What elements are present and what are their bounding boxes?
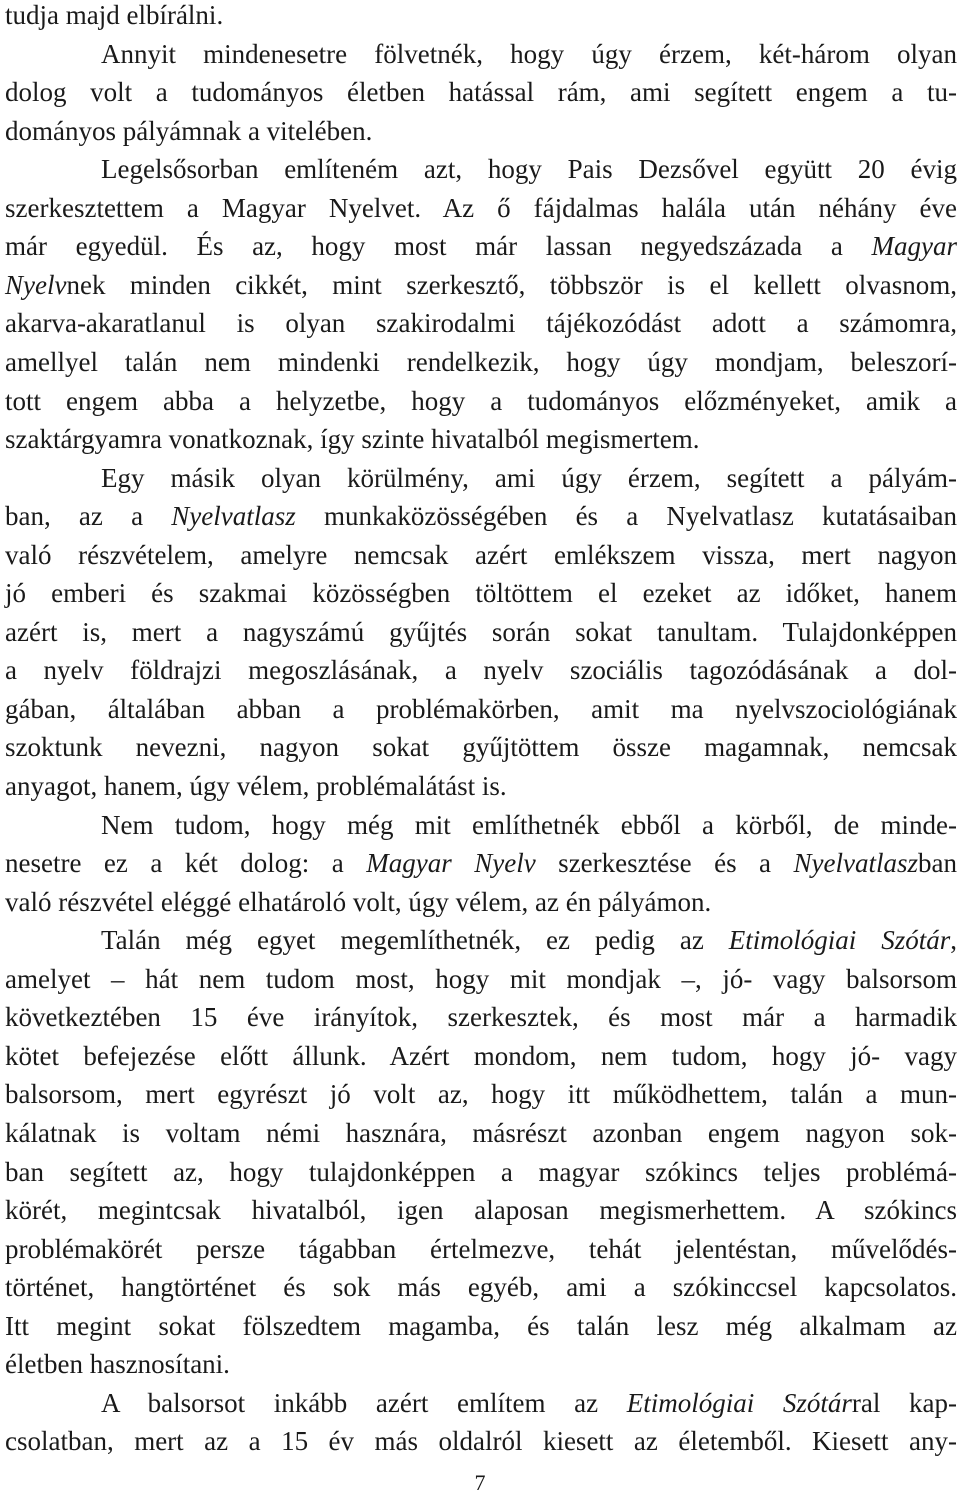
text-segment: problémakörét persze tágabban értelmezve, tehát jelentéstan, művelődés-: [5, 1233, 957, 1264]
text-line: [5, 1308, 957, 1344]
italic-title: Etimológiai Szótár: [626, 1387, 852, 1418]
text-line: [5, 36, 957, 72]
text-segment: Itt megint sokat fölszedtem magamba, és talán lesz még alkalmam az: [5, 1310, 957, 1341]
text-line: [5, 537, 957, 573]
text-segment: anyagot, hanem, úgy vélem, problémalátást is.: [5, 771, 507, 801]
italic-title: Magyar Nyelv: [366, 848, 536, 879]
text-segment: Annyit mindenesetre fölvetnék, hogy úgy érzem, két-három olyan: [101, 38, 957, 69]
italic-title: Nyelvatlasz: [793, 848, 919, 879]
text-segment: dolog volt a tudományos életben hatással rám, ami segített engem a tu-: [5, 77, 957, 108]
text-segment: amellyel talán nem mindenki rendelkezik, hogy úgy mondjam, beleszorí-: [5, 346, 957, 377]
text-line: [5, 1231, 957, 1267]
text-line: [5, 498, 957, 534]
text-segment: ,: [950, 925, 957, 956]
text-line: [5, 344, 957, 380]
text-line: [5, 575, 957, 611]
text-segment: tudja majd elbírálni.: [5, 0, 224, 30]
text-line: [5, 961, 957, 997]
text-segment: ral kap-: [851, 1387, 958, 1418]
text-segment: való részvételem, amelyre nemcsak azért emlékszem vissza, mert nagyon: [5, 539, 957, 570]
text-line: [5, 1346, 957, 1382]
text-line: [5, 807, 957, 843]
text-segment: szerkesztettem a Magyar Nyelvet. Az ő fájdalmas halála után néhány éve: [5, 192, 957, 223]
text-line: [5, 74, 957, 110]
text-segment: kötet befejezése előtt állunk. Azért mondom, nem tudom, hogy jó- vagy: [5, 1040, 957, 1071]
text-line: [5, 691, 957, 727]
text-segment: kálatnak is voltam némi hasznára, másrészt azonban engem nagyon sok-: [5, 1117, 957, 1148]
text-line: [5, 652, 957, 688]
text-segment: A balsorsot inkább azért említem az: [101, 1387, 627, 1418]
text-line: [5, 922, 957, 958]
text-line: [5, 0, 957, 33]
text-segment: tott engem abba a helyzetbe, hogy a tudományos előzményeket, amik a: [5, 385, 957, 416]
text-segment: már egyedül. És az, hogy most már lassan negyedszázada a: [5, 231, 872, 262]
text-segment: következtében 15 éve irányítok, szerkesztek, és most már a harmadik: [5, 1002, 957, 1033]
text-segment: nek minden cikkét, mint szerkesztő, többször is el kellett olvasnom,: [66, 269, 957, 300]
text-line: [5, 1269, 957, 1305]
text-segment: ban: [918, 848, 957, 879]
text-segment: balsorsom, mert egyrészt jó volt az, hogy itt működhettem, talán a mun-: [5, 1079, 957, 1110]
text-line: [5, 1115, 957, 1151]
text-line: [5, 1192, 957, 1228]
italic-title: Nyelvatlasz: [171, 501, 296, 532]
text-line: [5, 845, 957, 881]
text-line: [5, 1385, 957, 1421]
text-line: [5, 729, 957, 765]
text-segment: amelyet – hát nem tudom most, hogy mit mondjak –, jó- vagy balsorsom: [5, 963, 957, 994]
text-segment: életben hasznosítani.: [5, 1349, 230, 1380]
text-line: [5, 1154, 957, 1190]
text-segment: Egy másik olyan körülmény, ami úgy érzem, segített a pályám-: [101, 462, 957, 493]
text-segment: szoktunk nevezni, nagyon sokat gyűjtöttem össze magamnak, nemcsak: [5, 732, 957, 763]
page-number: 7: [474, 1470, 486, 1495]
text-line: [5, 421, 957, 457]
text-segment: történet, hangtörténet és sok más egyéb, ami a szókinccsel kapcsolatos.: [5, 1272, 957, 1303]
text-segment: szerkesztése és a: [535, 848, 794, 879]
text-line: [5, 151, 957, 187]
text-segment: Nem tudom, hogy még mit említhetnék ebből a körből, de minde-: [101, 809, 957, 840]
text-line: [5, 113, 957, 149]
text-segment: azért is, mert a nagyszámú gyűjtés során sokat tanultam. Tulajdonképpen: [5, 616, 957, 647]
text-line: [5, 999, 957, 1035]
text-line: [5, 614, 957, 650]
italic-title: Magyar: [871, 231, 957, 262]
text-segment: csolatban, mert az a 15 év más oldalról kiesett az életemből. Kiesett any-: [5, 1426, 957, 1457]
text-line: [5, 1038, 957, 1074]
text-segment: szaktárgyamra vonatkoznak, így szinte hivatalból megismertem.: [5, 424, 700, 455]
text-segment: a nyelv földrajzi megoszlásának, a nyelv szociális tagozódásának a dol-: [5, 655, 957, 686]
text-line: [5, 267, 957, 303]
text-segment: akarva-akaratlanul is olyan szakirodalmi tájékozódást adott a számomra,: [5, 308, 957, 339]
text-segment: dományos pályámnak a vitelében.: [5, 115, 373, 146]
text-segment: Legelsősorban említeném azt, hogy Pais Dezsővel együtt 20 évig: [101, 154, 957, 185]
italic-title: Etimológiai Szótár: [728, 925, 951, 956]
text-line: [5, 460, 957, 496]
text-line: [5, 768, 957, 804]
text-segment: munkaközösségében és a Nyelvatlasz kutatásaiban: [295, 501, 958, 532]
text-line: [5, 884, 957, 920]
text-line: [5, 228, 957, 264]
text-segment: való részvétel eléggé elhatároló volt, úgy vélem, az én pályámon.: [5, 886, 712, 917]
text-segment: Talán még egyet megemlíthetnék, ez pedig az: [101, 925, 729, 956]
text-line: [5, 1423, 957, 1459]
text-segment: nesetre ez a két dolog: a: [5, 848, 367, 879]
text-segment: körét, megintcsak hivatalból, igen alaposan megismerhettem. A szókincs: [5, 1195, 957, 1226]
italic-title: Nyelv: [5, 269, 67, 300]
text-segment: jó emberi és szakmai közösségben töltöttem el ezeket az időket, hanem: [5, 578, 957, 609]
text-segment: ban, az a: [5, 501, 172, 532]
text-line: [5, 383, 957, 419]
text-line: [5, 190, 957, 226]
text-line: [5, 305, 957, 341]
text-segment: gában, általában abban a problémakörben, amit ma nyelvszociológiának: [5, 693, 957, 724]
text-segment: ban segített az, hogy tulajdonképpen a magyar szókincs teljes problémá-: [5, 1156, 957, 1187]
text-line: [5, 1076, 957, 1112]
